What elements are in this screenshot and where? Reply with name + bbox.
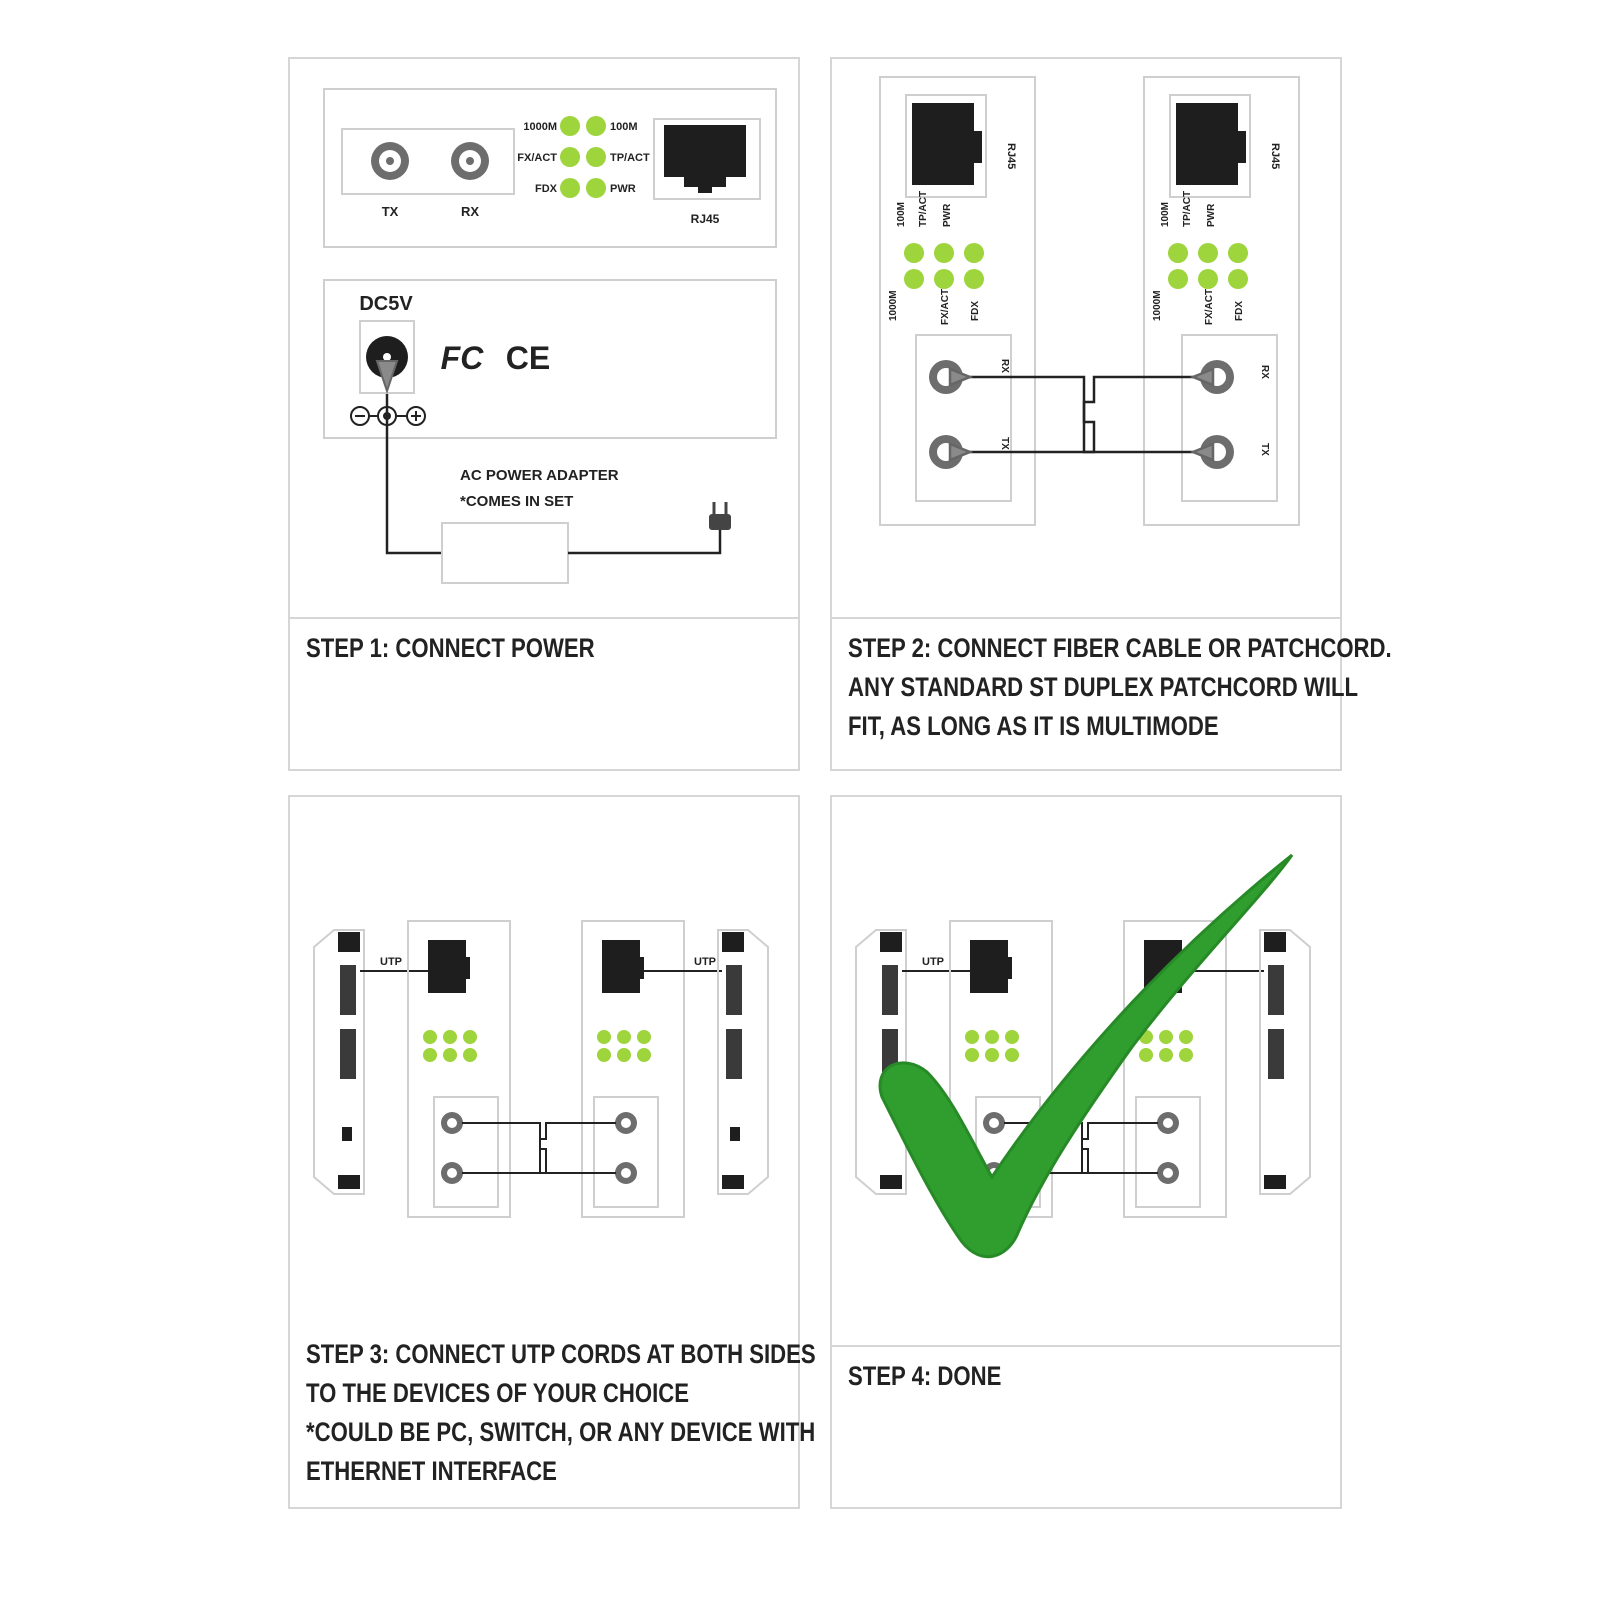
led-icon: [1159, 1048, 1173, 1062]
step1-divider: [290, 617, 798, 619]
led-label-tpact: TP/ACT: [918, 190, 929, 227]
right-device: [718, 930, 768, 1194]
fiber-patchcord: [462, 1123, 616, 1173]
right-device: [1260, 930, 1310, 1194]
step2-panel: [830, 57, 1392, 771]
led-fdx-icon: [560, 178, 580, 198]
led-100m-icon: [586, 116, 606, 136]
led-icon: [423, 1048, 437, 1062]
step3-panel: [288, 795, 816, 1509]
led-icon: [965, 1048, 979, 1062]
led-label-100m: 100M: [610, 121, 638, 133]
adapter-label-line2: *COMES IN SET: [460, 493, 574, 510]
led-icon: [985, 1030, 999, 1044]
led-icon: [617, 1048, 631, 1062]
step3-caption-line: ETHERNET INTERFACE: [306, 1456, 557, 1486]
led-icon: [904, 243, 924, 263]
step4-diagram: [832, 797, 1344, 1511]
led-label-1000m: 1000M: [888, 290, 899, 321]
led-icon: [904, 269, 924, 289]
led-icon: [1159, 1030, 1173, 1044]
led-icon: [1228, 269, 1248, 289]
led-label-1000m: 1000M: [523, 121, 557, 133]
rj45-port-icon: [970, 940, 1012, 993]
led-icon: [1168, 243, 1188, 263]
utp-label: UTP: [922, 956, 944, 968]
rj45-port-icon: [1176, 103, 1246, 185]
rj45-port-icon: [912, 103, 982, 185]
led-1000m-icon: [560, 116, 580, 136]
tx-label: TX: [999, 437, 1010, 450]
dc5v-label: DC5V: [359, 293, 413, 315]
led-icon: [1005, 1030, 1019, 1044]
step2-caption-line: FIT, AS LONG AS IT IS MULTIMODE: [848, 711, 1219, 741]
led-icon: [964, 243, 984, 263]
led-icon: [463, 1030, 477, 1044]
led-icon: [1198, 269, 1218, 289]
led-label-fxact: FX/ACT: [517, 152, 557, 164]
step3-caption: [306, 1335, 816, 1491]
rj45-port-icon: [664, 125, 746, 193]
ethernet-ports-icon: [1268, 965, 1284, 1015]
wall-plug-icon: [709, 502, 731, 530]
led-icon: [1139, 1048, 1153, 1062]
rj45-label: RJ45: [690, 212, 720, 226]
step3-caption-line: *COULD BE PC, SWITCH, OR ANY DEVICE WITH: [306, 1417, 816, 1447]
led-icon: [443, 1030, 457, 1044]
step2-divider: [832, 617, 1340, 619]
led-icon: [985, 1048, 999, 1062]
led-label-fxact: FX/ACT: [1204, 288, 1215, 325]
led-icon: [463, 1048, 477, 1062]
utp-label: UTP: [694, 956, 716, 968]
ethernet-ports-icon: [340, 965, 356, 1015]
led-icon: [1179, 1048, 1193, 1062]
led-pwr-icon: [586, 178, 606, 198]
step1-caption-line: STEP 1: CONNECT POWER: [306, 633, 595, 663]
led-label-100m: 100M: [1160, 201, 1171, 227]
led-icon: [1005, 1048, 1019, 1062]
left-device: [314, 930, 364, 1194]
step1-caption: [306, 629, 806, 668]
led-icon: [1179, 1030, 1193, 1044]
converter-right: [1144, 77, 1299, 525]
led-label-1000m: 1000M: [1152, 290, 1163, 321]
checkmark-icon: [880, 855, 1292, 1257]
rj45-port-icon: [428, 940, 470, 993]
led-label-fdx: FDX: [970, 301, 981, 321]
led-label-tpact: TP/ACT: [1182, 190, 1193, 227]
led-label-fdx: FDX: [1234, 301, 1245, 321]
led-label-fdx: FDX: [535, 183, 557, 195]
tx-label: TX: [381, 204, 399, 219]
mains-cable: [568, 529, 720, 553]
rj45-label: RJ45: [1269, 143, 1281, 170]
step2-caption: [848, 629, 1392, 746]
ac-adapter-box: [442, 523, 568, 583]
fiber-patchcord: [950, 369, 1213, 460]
led-icon: [934, 243, 954, 263]
led-icon: [964, 269, 984, 289]
led-label-pwr: PWR: [610, 183, 636, 195]
fcc-logo: FC: [440, 340, 484, 376]
step2-caption-line: STEP 2: CONNECT FIBER CABLE OR PATCHCORD.: [848, 633, 1392, 663]
led-icon: [423, 1030, 437, 1044]
led-icon: [1168, 269, 1188, 289]
step2-caption-line: ANY STANDARD ST DUPLEX PATCHCORD WILL: [848, 672, 1359, 702]
step4-caption: [848, 1357, 1348, 1396]
utp-label: UTP: [380, 956, 402, 968]
led-label-fxact: FX/ACT: [940, 288, 951, 325]
led-icon: [1228, 243, 1248, 263]
step4-divider: [832, 1345, 1340, 1347]
ethernet-ports-icon: [726, 1029, 742, 1079]
led-icon: [637, 1030, 651, 1044]
step4-panel: [830, 795, 1342, 1509]
led-label-pwr: PWR: [942, 203, 953, 227]
step3-caption-line: TO THE DEVICES OF YOUR CHOICE: [306, 1378, 690, 1408]
led-label-100m: 100M: [896, 201, 907, 227]
led-label-pwr: PWR: [1206, 203, 1217, 227]
tx-st-port-icon: [371, 142, 409, 180]
led-icon: [597, 1048, 611, 1062]
step4-caption-line: STEP 4: DONE: [848, 1361, 1002, 1391]
led-icon: [637, 1048, 651, 1062]
rj45-port-icon: [602, 940, 644, 993]
ce-logo: CE: [505, 340, 551, 376]
rx-label: RX: [999, 359, 1010, 373]
step1-panel: [288, 57, 800, 771]
rx-label: RX: [460, 204, 480, 219]
ethernet-ports-icon: [1268, 1029, 1284, 1079]
rx-st-port-icon: [451, 142, 489, 180]
led-tpact-icon: [586, 147, 606, 167]
adapter-label-line1: AC POWER ADAPTER: [460, 467, 619, 484]
led-icon: [934, 269, 954, 289]
led-icon: [597, 1030, 611, 1044]
tx-label: TX: [1259, 443, 1270, 456]
rj45-label: RJ45: [1005, 143, 1017, 170]
led-icon: [443, 1048, 457, 1062]
led-label-tpact: TP/ACT: [610, 152, 650, 164]
led-icon: [617, 1030, 631, 1044]
led-icon: [1198, 243, 1218, 263]
step3-caption-line: STEP 3: CONNECT UTP CORDS AT BOTH SIDES: [306, 1339, 816, 1369]
led-icon: [965, 1030, 979, 1044]
rx-label: RX: [1259, 365, 1270, 379]
led-fxact-icon: [560, 147, 580, 167]
ethernet-ports-icon: [726, 965, 742, 1015]
ethernet-ports-icon: [340, 1029, 356, 1079]
ethernet-ports-icon: [882, 965, 898, 1015]
